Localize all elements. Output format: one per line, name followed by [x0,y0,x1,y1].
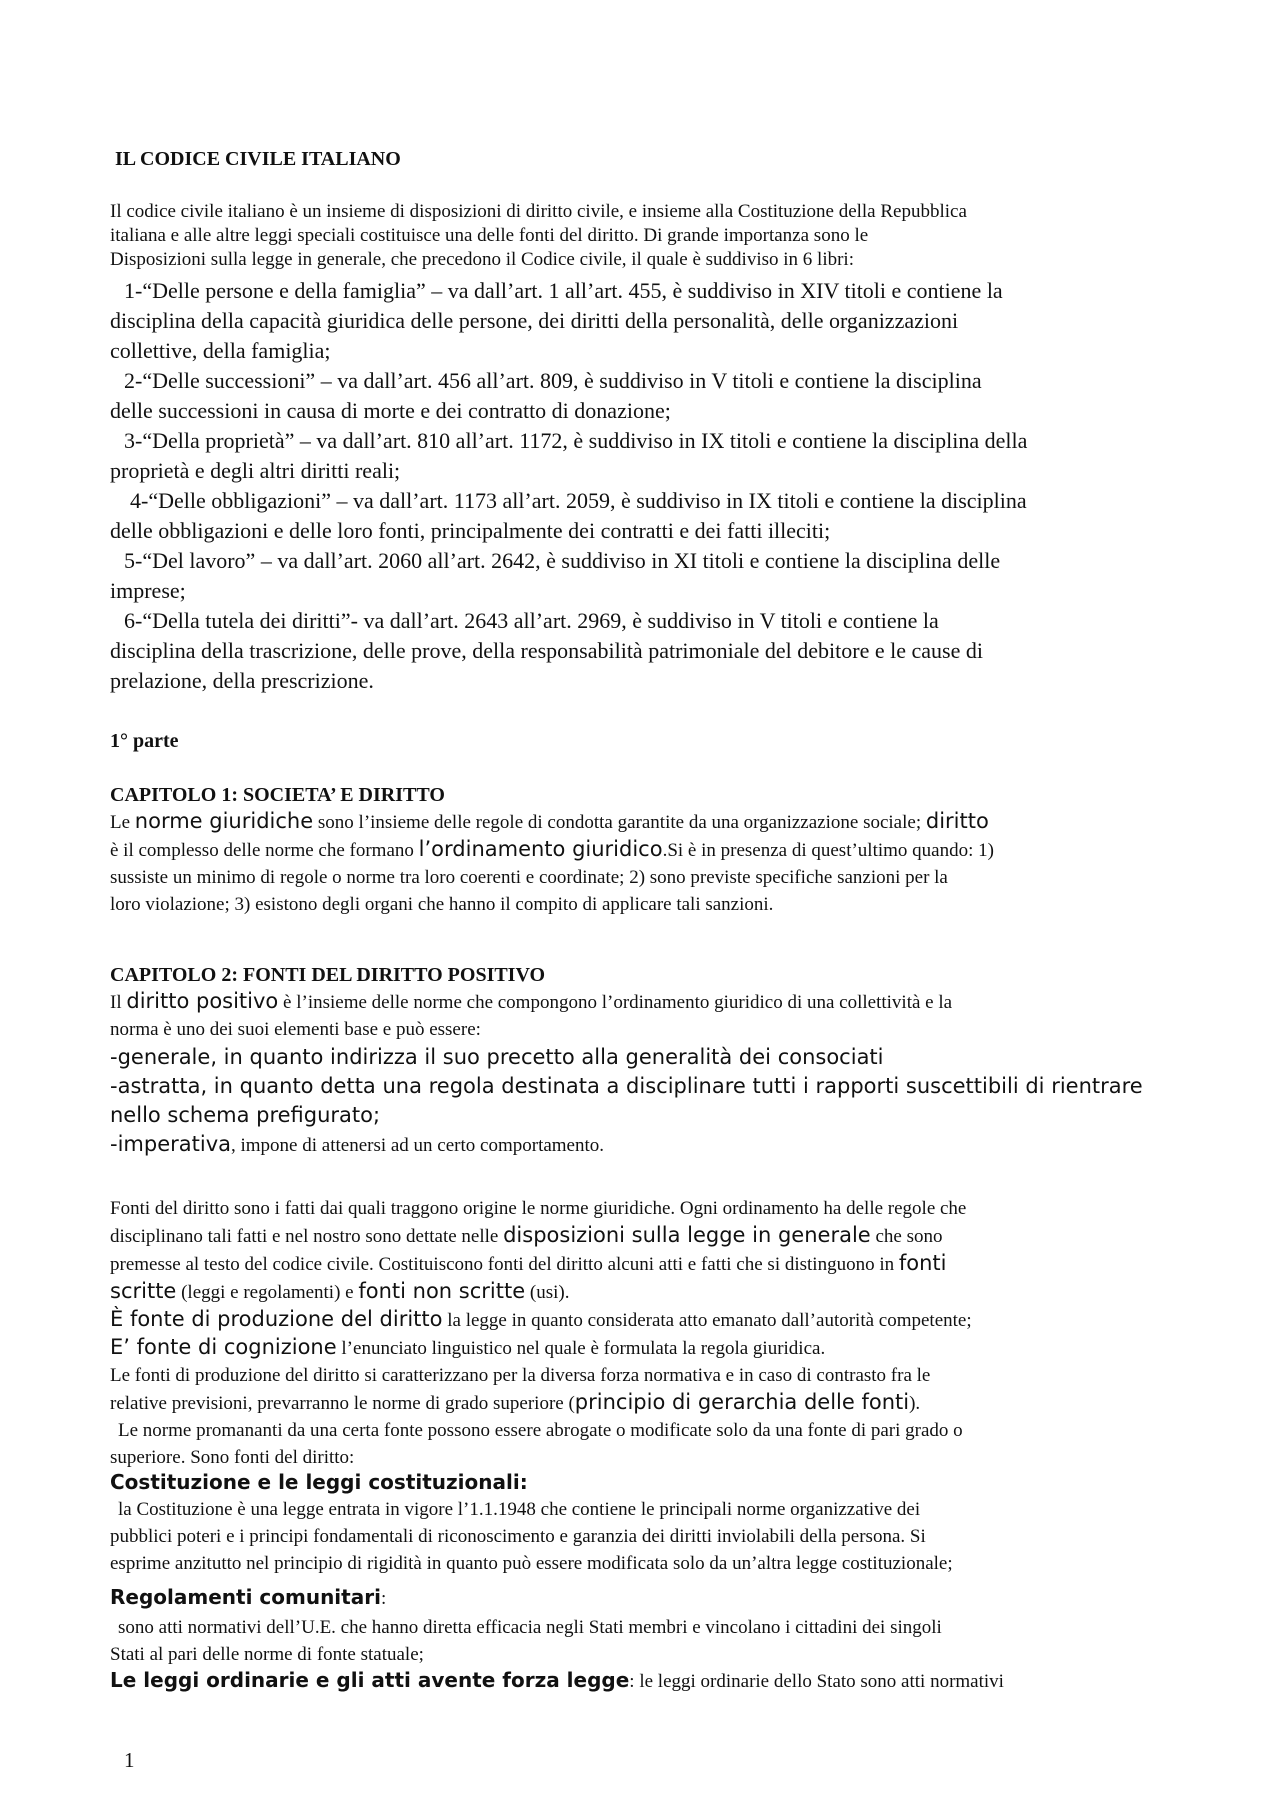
intro-paragraph [110,200,1170,272]
term-diritto: diritto [925,809,989,833]
page-number: 1 [124,1748,135,1772]
regolamenti-section: Regolamenti comunitari: sono atti normativi dell’U.E. che hanno diretta efficacia negli Stati membri e vincolano i cittadini dei singoli Stati al pari delle norme di fonte statuale; [110,1585,942,1665]
costituzione-heading: Costituzione e le leggi costituzionali: [110,1470,528,1494]
book-3: 3-“Della proprietà” – va dall’art. 810 all’art. 1172, è suddiviso in IX titoli e contiene la disciplina della proprietà e degli altri diritti reali; [110,428,1028,483]
intro-line: italiana e alle altre leggi speciali costituisce una delle fonti del diritto. Di grande importanza sono le [110,225,869,246]
chapter-1: CAPITOLO 1: SOCIETA’ E DIRITTO Le norme giuridiche sono l’insieme delle regole di condotta garantite da una organizzazione sociale; diritto è il complesso delle norme che formano l’ordinamento giuridico.Si è in presenza di quest’ultimo quando: 1) sussiste un minimo di regole o norme tra loro coerenti e coordinate; 2) sono previste specifiche sanzioni per la loro violazione; 3) esistono degli organi che hanno il compito di applicare tali sanzioni. [110,782,1170,918]
regolamenti-heading: Regolamenti comunitari [110,1585,381,1609]
term-ordinamento-giuridico: l’ordinamento giuridico [418,837,663,861]
part-heading: 1° parte [110,730,179,752]
characteristic-imperativa: -imperativa, impone di attenersi ad un certo comportamento. [110,1132,605,1156]
fonti-paragraph: Fonti del diritto sono i fatti dai quali traggono origine le norme giuridiche. Ogni ordinamento ha delle regole che disciplinano tali fatti e nel nostro sono dettate nelle disposizioni sulla legge in generale che sono premesse al testo del codice civile. Costituiscono fonti del diritto alcuni atti e fatti che si distinguono in fonti scritte (leggi e regolamenti) e fonti non scritte (usi). È fonte di produzione del diritto la legge in quanto considerata atto emanato dall’autorità competente; E’ fonte di cognizione l’enunciato linguistico nel quale è formulata la regola giuridica. Le fonti di produzione del diritto si caratterizzano per la diversa forza normativa e in caso di contrasto fra le relative previsioni, prevarranno le norme di grado superiore (principio di gerarchia delle fonti). Le norme promananti da una certa fonte possono essere abrogate o modificate solo da una fonte di pari grado o superiore. Sono fonti del diritto: [110,1198,972,1468]
characteristic-astratta: -astratta, in quanto detta una regola destinata a disciplinare tutti i rapporti suscettibili di rientrare [110,1074,1143,1098]
leggi-ordinarie-heading: Le leggi ordinarie e gli atti avente forza legge [110,1668,630,1692]
book-1: 1-“Delle persone e della famiglia” – va dall’art. 1 all’art. 455, è suddiviso in XIV titoli e contiene la disciplina della capacità giuridica delle persone, dei diritti della personalità, delle organizzazioni collettive, della famiglia; [110,278,1003,363]
characteristic-generale: -generale, in quanto indirizza il suo precetto alla generalità dei consociati [110,1045,884,1069]
book-2: 2-“Delle successioni” – va dall’art. 456 all’art. 809, è suddiviso in V titoli e contiene la disciplina delle successioni in causa di morte e dei contratto di donazione; [110,368,982,423]
book-5: 5-“Del lavoro” – va dall’art. 2060 all’art. 2642, è suddiviso in XI titoli e contiene la disciplina delle imprese; [110,548,1001,603]
costituzione-section: Costituzione e le leggi costituzionali: la Costituzione è una legge entrata in vigore l’1.1.1948 che contiene le principali norme organizzative dei pubblici poteri e i principi fondamentali di riconoscimento e garanzia dei diritti inviolabili della persona. Si esprime anzitutto nel principio di rigidità in quanto può essere modificata solo da un’altra legge costituzionale; [110,1468,1170,1577]
chapter-1-heading: CAPITOLO 1: SOCIETA’ E DIRITTO [110,784,445,806]
books-list [110,276,1170,696]
intro-line: Il codice civile italiano è un insieme di disposizioni di diritto civile, e insieme alla Costituzione della Repubblica [110,201,967,222]
chapter-2: CAPITOLO 2: FONTI DEL DIRITTO POSITIVO Il diritto positivo è l’insieme delle norme che compongono l’ordinamento giuridico di una collettività e la norma è uno dei suoi elementi base e può essere: -generale, in quanto indirizza il suo precetto alla generalità dei consociati -astratta, in quanto detta una regola destinata a disciplinare tutti i rapporti suscettibili di rientrare nello schema prefigurato; -imperativa, impone di attenersi ad un certo comportamento. [110,962,1170,1161]
page-title: IL CODICE CIVILE ITALIANO [115,148,401,170]
book-4: 4-“Delle obbligazioni” – va dall’art. 1173 all’art. 2059, è suddiviso in IX titoli e contiene la disciplina delle obbligazioni e delle loro fonti, principalmente dei contratti e dei fatti illeciti; [110,488,1027,543]
chapter-2-heading: CAPITOLO 2: FONTI DEL DIRITTO POSITIVO [110,964,546,986]
leggi-ordinarie-section: Le leggi ordinarie e gli atti avente forza legge: le leggi ordinarie dello Stato sono atti normativi [110,1668,1004,1692]
book-6: 6-“Della tutela dei diritti”- va dall’art. 2643 all’art. 2969, è suddiviso in V titoli e contiene la disciplina della trascrizione, delle prove, della responsabilità patrimoniale del debitore e le cause di prelazione, della prescrizione. [110,608,983,693]
term-norme-giuridiche: norme giuridiche [134,809,314,833]
term-diritto-positivo: diritto positivo [126,989,279,1013]
intro-line: Disposizioni sulla legge in generale, che precedono il Codice civile, il quale è suddiviso in 6 libri: [110,249,854,270]
